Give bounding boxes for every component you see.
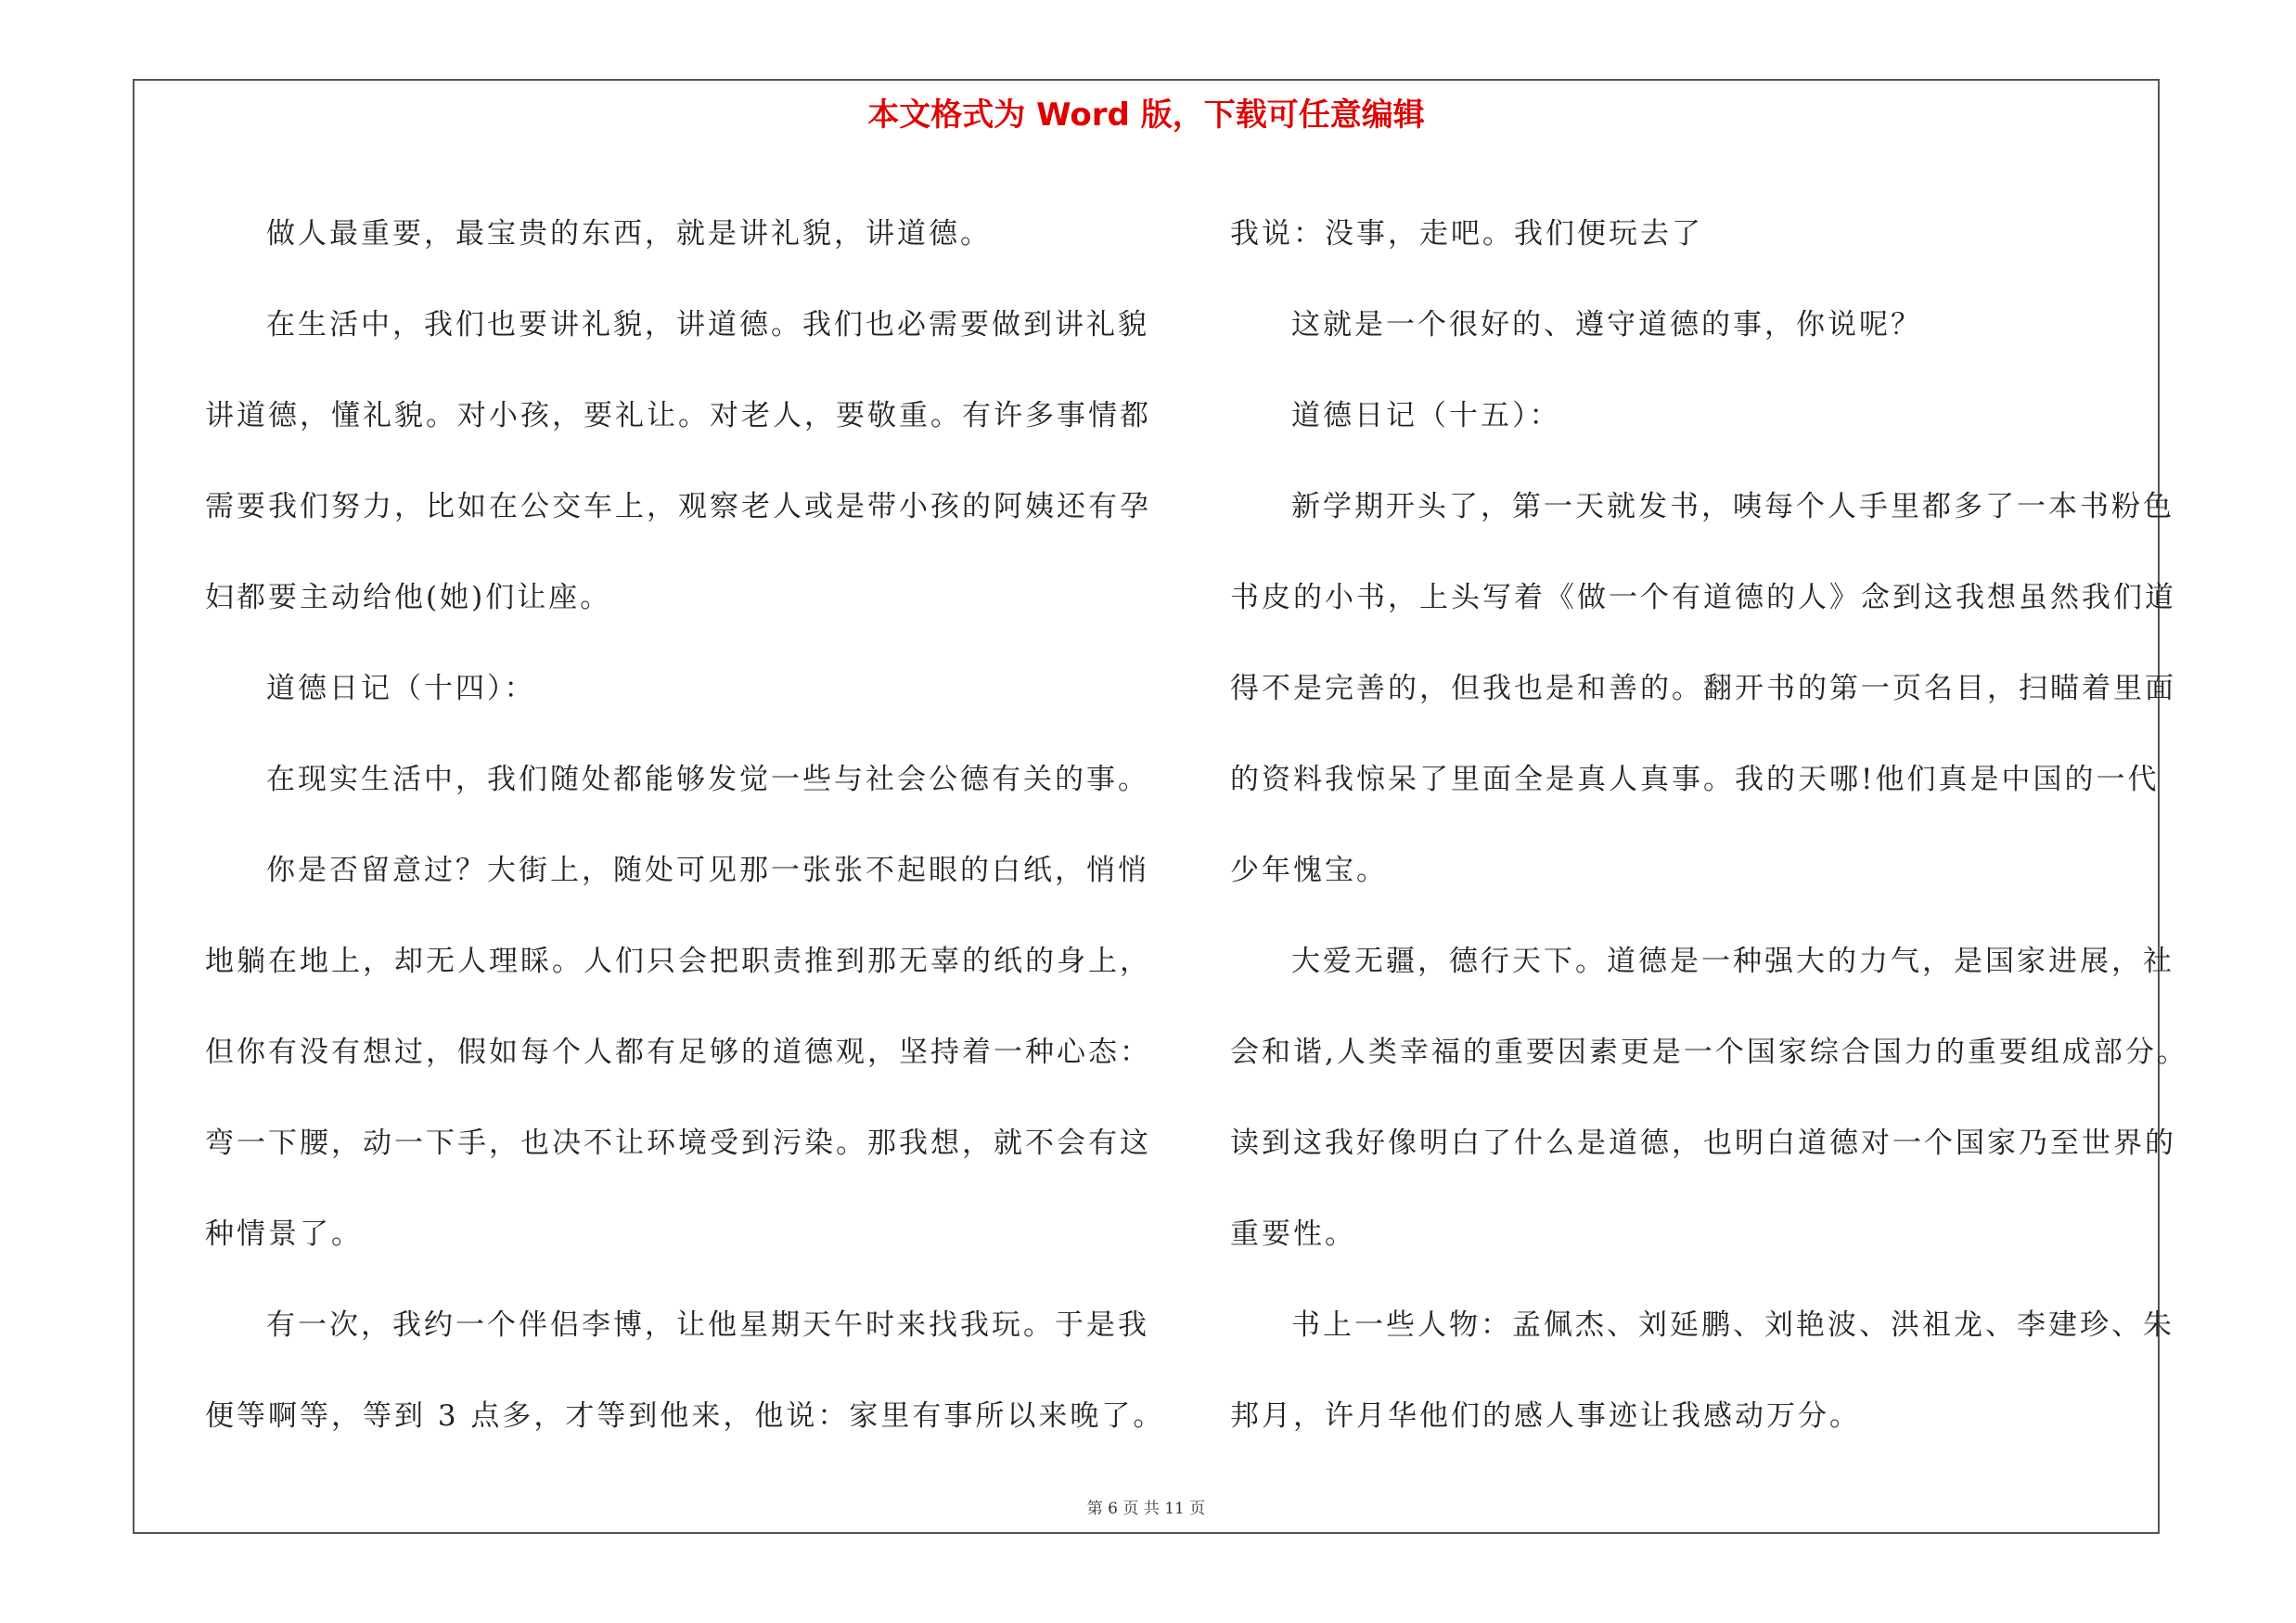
text-line: 有一次，我约一个伴侣李博，让他星期天午时来找我玩。于是我	[266, 1308, 1149, 1342]
text-line: 我说：没事，走吧。我们便玩去了	[1230, 217, 1703, 251]
page-frame	[133, 79, 2188, 1534]
text-line: 书上一些人物：孟佩杰、刘延鹏、刘艳波、洪祖龙、李建珍、朱	[1291, 1308, 2174, 1342]
text-line: 但你有没有想过，假如每个人都有足够的道德观，坚持着一种心态：	[205, 1036, 1151, 1069]
text-line: 邦月，许月华他们的感人事迹让我感动万分。	[1230, 1399, 1861, 1433]
text-line: 大爱无疆，德行天下。道德是一种强大的力气，是国家进展，社	[1291, 945, 2174, 978]
text-line: 得不是完善的，但我也是和善的。翻开书的第一页名目，扫瞄着里面	[1230, 672, 2176, 705]
text-line: 新学期开头了，第一天就发书，咦每个人手里都多了一本书粉色	[1291, 490, 2174, 523]
text-line: 的资料我惊呆了里面全是真人真事。我的天哪!他们真是中国的一代	[1230, 763, 2160, 796]
text-line: 讲道德，懂礼貌。对小孩，要礼让。对老人，要敬重。有许多事情都	[205, 399, 1151, 432]
text-line: 在现实生活中，我们随处都能够发觉一些与社会公德有关的事。	[266, 763, 1149, 796]
text-line: 便等啊等，等到 3 点多，才等到他来，他说：家里有事所以来晚了。	[205, 1399, 1165, 1433]
text-line: 会和谐,人类幸福的重要因素更是一个国家综合国力的重要组成部分。	[1230, 1036, 2188, 1069]
text-line: 重要性。	[1230, 1217, 1356, 1251]
format-banner: 本文格式为 Word 版，下载可任意编辑	[867, 97, 1425, 134]
page-number-footer: 第 6 页 共 11 页	[1086, 1500, 1206, 1518]
text-line: 少年愧宝。	[1230, 854, 1388, 887]
text-line: 这就是一个很好的、遵守道德的事，你说呢？	[1291, 308, 1922, 341]
text-line: 需要我们努力，比如在公交车上，观察老人或是带小孩的阿姨还有孕	[205, 490, 1151, 523]
left-column	[205, 188, 1165, 1462]
text-line: 在生活中，我们也要讲礼貌，讲道德。我们也必需要做到讲礼貌	[266, 308, 1149, 341]
text-line: 妇都要主动给他(她)们让座。	[205, 581, 612, 614]
text-line: 种情景了。	[205, 1217, 363, 1251]
text-line: 道德日记（十五）：	[1291, 399, 1561, 432]
text-line: 你是否留意过？大街上，随处可见那一张张不起眼的白纸，悄悄	[266, 854, 1149, 887]
text-line: 读到这我好像明白了什么是道德，也明白道德对一个国家乃至世界的	[1230, 1127, 2176, 1160]
text-line: 做人最重要，最宝贵的东西，就是讲礼貌，讲道德。	[266, 217, 992, 251]
right-column	[1230, 188, 2188, 1462]
text-line: 弯一下腰，动一下手，也决不让环境受到污染。那我想，就不会有这	[205, 1127, 1151, 1160]
text-line: 道德日记（十四）：	[266, 672, 536, 705]
text-line: 书皮的小书，上头写着《做一个有道德的人》念到这我想虽然我们道	[1230, 581, 2176, 614]
text-line: 地躺在地上，却无人理睬。人们只会把职责推到那无辜的纸的身上，	[205, 945, 1151, 978]
